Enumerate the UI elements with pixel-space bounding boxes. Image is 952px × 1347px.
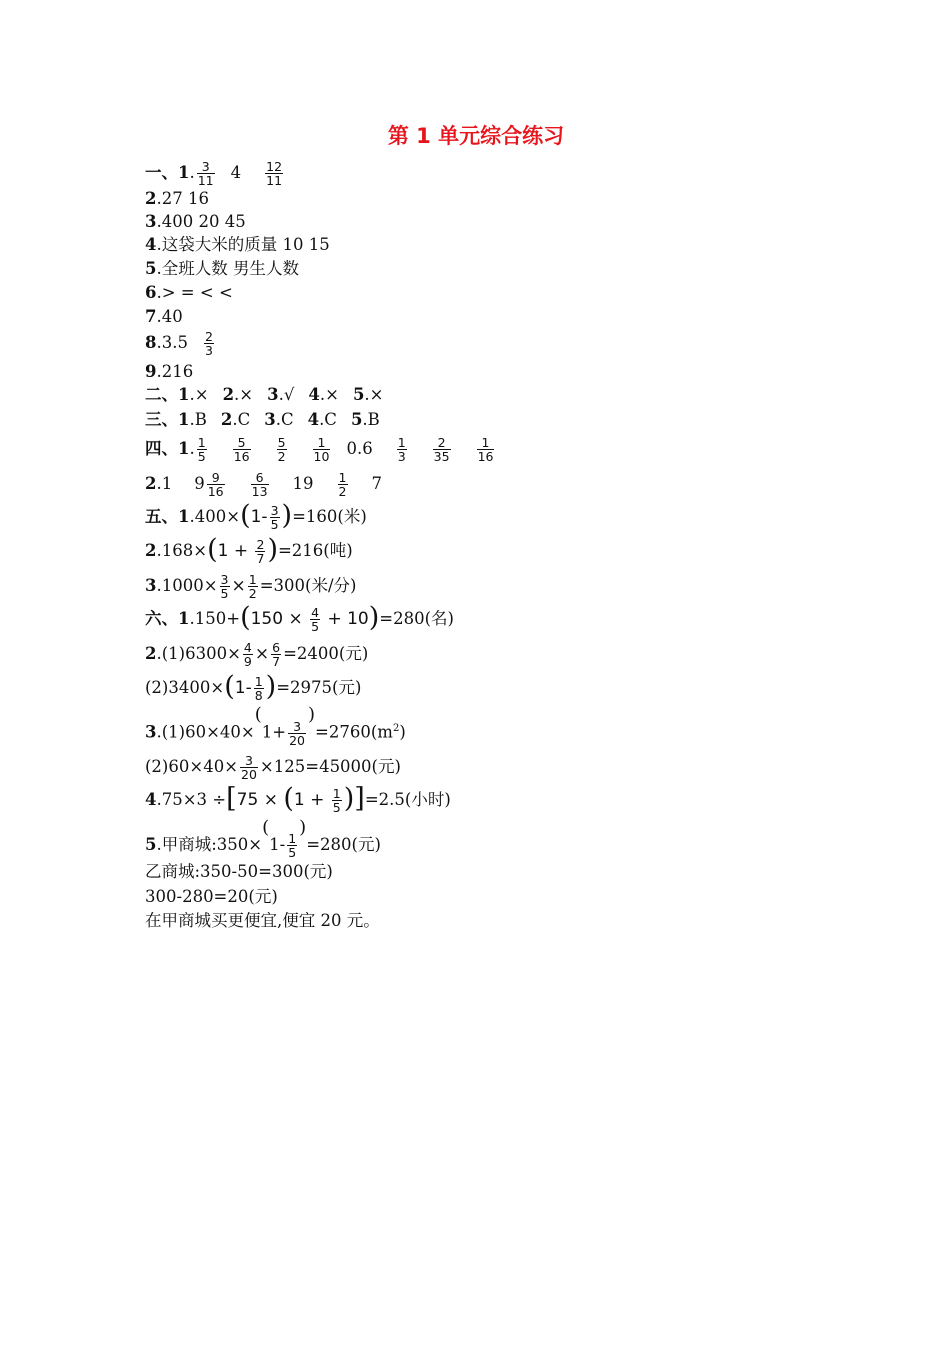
fraction: $\frac{3}{11}$ bbox=[197, 159, 214, 188]
answer-6-5-c: 300-280=20(元) bbox=[145, 887, 278, 906]
page-title: 第 1 单元综合练习 bbox=[387, 124, 565, 148]
fraction: $\frac{3}{5}$ bbox=[270, 503, 279, 532]
fraction: $\frac{4}{9}$ bbox=[243, 640, 252, 669]
fraction: $\frac{1}{10}$ bbox=[313, 435, 330, 464]
section-label: 一、 bbox=[145, 163, 178, 182]
answer-5-2: 2.168×(1 + $\frac{2}{7}$ )=216(吨) bbox=[145, 533, 353, 566]
answer-1-1: 一、1. $\frac{3}{11}$ 4 $\frac{12}{11}$ bbox=[145, 159, 283, 188]
fraction: $\frac{3}{20}$ bbox=[241, 753, 257, 782]
answer-4-2: 2.1 9 $\frac{9}{16}$ $\frac{6}{13}$ 19 $\frac{1}{2}$ 7 bbox=[145, 470, 382, 499]
fraction: $\frac{6}{13}$ bbox=[251, 470, 268, 499]
fraction: $\frac{2}{3}$ bbox=[204, 329, 213, 358]
answer-6-3-2: (2)60×40× $\frac{3}{20}$ ×125=45000(元) bbox=[145, 753, 401, 782]
answer-1-6: 6.> = < < bbox=[145, 283, 233, 302]
answer-value: 4 bbox=[230, 163, 242, 182]
fraction: $\frac{12}{11}$ bbox=[266, 159, 283, 188]
answer-6-3-1: 3.(1)60×40×(1+ $\frac{3}{20}$ )$=2760(m^2)$ bbox=[145, 704, 406, 748]
answer-6-5-b: 乙商城:350-50=300(元) bbox=[145, 862, 333, 881]
answer-4-1: 四、1. $\frac{1}{5}$ $\frac{5}{16}$ $\frac{5}{2}$ $\frac{1}{10}$ 0.6 $\frac{1}{3}$ $\frac{2}{35}$ $\frac{1}{16}$ bbox=[145, 435, 494, 464]
fraction: $\frac{1}{5}$ bbox=[288, 831, 297, 860]
answer-6-2-1: 2.(1)6300× $\frac{4}{9}$ × $\frac{6}{7}$ =2400(元) bbox=[145, 640, 369, 669]
answer-1-4: 4.这袋大米的质量 10 15 bbox=[145, 235, 330, 254]
answer-1-2: 2.27 16 bbox=[145, 189, 209, 208]
fraction: $\frac{3}{20}$ bbox=[289, 718, 306, 748]
answer-1-9: 9.216 bbox=[145, 362, 194, 381]
fraction: $\frac{4}{5}$ bbox=[311, 605, 320, 634]
fraction: $\frac{2}{7}$ bbox=[256, 537, 265, 566]
answer-1-3: 3.400 20 45 bbox=[145, 212, 246, 231]
answer-6-4: 4.75×3 ÷[75 × (1 + $\frac{1}{5}$ )]=2.5(小时) bbox=[145, 782, 451, 815]
fraction: $\frac{1}{5}$ bbox=[332, 786, 341, 815]
fraction: $\frac{1}{2}$ bbox=[338, 470, 347, 499]
fraction: $\frac{1}{5}$ bbox=[197, 435, 206, 464]
fraction: $\frac{1}{16}$ bbox=[477, 435, 494, 464]
answer-section-2: 二、1.× 2.× 3.√ 4.× 5.× bbox=[145, 385, 384, 404]
answer-6-5-conclusion: 在甲商城买更便宜,便宜 20 元。 bbox=[145, 911, 380, 930]
answer-1-5: 5.全班人数 男生人数 bbox=[145, 259, 299, 278]
answer-5-3: 3.1000× $\frac{3}{5}$ × $\frac{1}{2}$ =300(米/分) bbox=[145, 572, 357, 601]
fraction: $\frac{1}{8}$ bbox=[254, 674, 263, 703]
fraction: $\frac{6}{7}$ bbox=[272, 640, 281, 669]
answer-6-2-2: (2)3400×(1- $\frac{1}{8}$ )=2975(元) bbox=[145, 670, 362, 703]
fraction: $\frac{5}{2}$ bbox=[277, 435, 286, 464]
answer-5-1: 五、1.400×(1- $\frac{3}{5}$ )=160(米) bbox=[145, 499, 367, 532]
fraction: $\frac{2}{35}$ bbox=[433, 435, 450, 464]
fraction: $\frac{9}{16}$ bbox=[207, 470, 224, 499]
answer-6-5: 5.甲商城:350×(1- $\frac{1}{5}$ )=280(元) bbox=[145, 817, 381, 860]
answer-1-7: 7.40 bbox=[145, 307, 183, 326]
answer-6-1: 六、1.150+(150 × $\frac{4}{5}$ + 10)=280(名) bbox=[145, 601, 454, 634]
answer-section-3: 三、1.B 2.C 3.C 4.C 5.B bbox=[145, 410, 380, 429]
fraction: $\frac{1}{2}$ bbox=[248, 572, 257, 601]
fraction: $\frac{5}{16}$ bbox=[233, 435, 250, 464]
answer-1-8: 8.3.5 $\frac{2}{3}$ bbox=[145, 329, 213, 358]
fraction: $\frac{3}{5}$ bbox=[220, 572, 229, 601]
fraction: $\frac{1}{3}$ bbox=[397, 435, 406, 464]
item-number: 1 bbox=[178, 163, 190, 182]
